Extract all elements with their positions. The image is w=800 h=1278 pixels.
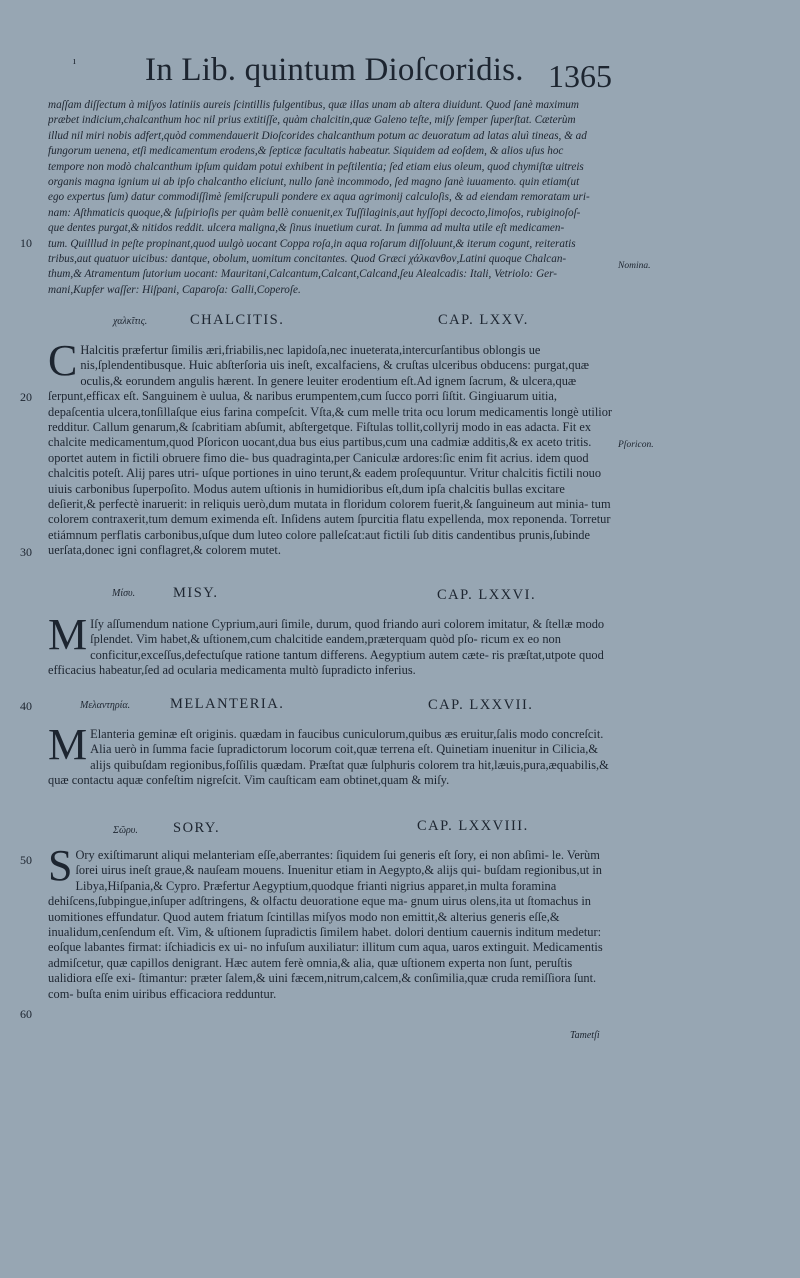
text-line: mani,Kupfer waſſer: Hiſpani, Caparoſa: Galli,Coperoſe. bbox=[48, 283, 301, 296]
page-mark: ı bbox=[73, 56, 76, 67]
commentary-paragraph bbox=[48, 98, 606, 298]
chapter-number: CAP. LXXVI. bbox=[437, 587, 537, 603]
paragraph-text: Iſy aſſumendum natione Cyprium,auri ſimile, durum, quod friando auri colorem imitatur, & ſtellæ modo ſplendet. Vim habet,& uſtionem,cum chalcitide eandem,præterquam quòd pſo- ricum ex eo non conficitur,exceſſus,defectuſque ratione tantum differens. Aegyptium autem cæte- ris præſtat,utpote quod efficacius habeatur,ſed ad ocularia medicamenta multò ſupradicto inferius. bbox=[48, 617, 605, 678]
margin-note: Pſoricon. bbox=[618, 440, 654, 450]
section-title: SORY. bbox=[173, 820, 221, 836]
running-title: In Lib. quintum Dioſcoridis. bbox=[145, 52, 524, 88]
text-line: tribus,aut quatuor uicibus: dantque, obolum, uomitum concitantes. Quod Græci χάλκανθον,Latini quoque Chalcan- bbox=[48, 253, 567, 266]
initial-letter: M bbox=[48, 727, 88, 769]
text-line: præbet indicium,chalcanthum hoc nil prius extitiſſe, quàm chalcitin,quæ Galeno teſte, miſy ſemper ſuperſtat. Cæterùm bbox=[48, 114, 576, 127]
chapter-number: CAP. LXXV. bbox=[438, 312, 529, 328]
line-number: 10 bbox=[20, 236, 32, 250]
section-title: CHALCITIS. bbox=[190, 312, 285, 328]
line-number: 40 bbox=[20, 699, 32, 713]
text-line: thum,& Atramentum ſutorium uocant: Mauritani,Calcantum,Calcant,Calcand,ſeu Alealcadis: Itali, Vetriolo: Ger- bbox=[48, 268, 557, 281]
section-paragraph bbox=[48, 727, 613, 807]
initial-letter: M bbox=[48, 617, 88, 659]
line-number: 60 bbox=[20, 1007, 32, 1021]
greek-term: Μίσυ. bbox=[112, 588, 136, 599]
greek-term: Σῶρυ. bbox=[113, 825, 138, 836]
paragraph-text: Elanteria geminæ eſt originis. quædam in faucibus cuniculorum,quibus æs eruitur,ſalis modo concreſcit. Alia uerò in ſumma facie ſupradictorum locorum coit,quæ terrena eſt. Quinetiam inuenitur in Cilicia,& alijs quibuſdam regionibus,foſſilis quædam. Præſtat quæ ſulphuris colorem tra hit,læuis,pura,æquabilis,& quæ contactu aquæ confeſtim nigreſcit. Vim cauſticam eam obtinet,quam & miſy. bbox=[48, 727, 609, 788]
initial-letter: C bbox=[48, 343, 78, 385]
initial-letter: S bbox=[48, 848, 73, 890]
greek-term: Μελαντηρία. bbox=[80, 700, 131, 711]
text-line: maſſam diſſectum à miſyos latiniis aureis ſcintillis fulgentibus, quæ illas unam ab altera diuidunt. Quod ſanè maximum bbox=[48, 99, 579, 111]
text-line: illud nil miri nobis adfert,quòd commendauerit Dioſcorides chalcanthum potum ac deuoratum ad latas aluì tineas, & ad bbox=[48, 129, 587, 142]
text-line: organis magna ignium ui ab ipſo chalcantho eliciunt, nullo ſanè incommodo, ſed magno ſanè iuuamento. quin etiam(ut bbox=[48, 176, 580, 189]
text-line: tempore non modò chalcanthum ipſum quidam potui exhibent in peſtilentia; ſed etiam eius oleum, quod chymiſtæ uitreis bbox=[48, 160, 584, 173]
line-number: 50 bbox=[20, 853, 32, 867]
paragraph-text: Halcitis præfertur ſimilis æri,friabilis,nec lapidoſa,nec inueterata,intercurſantibus oblongis ue nis,ſplendentibusque. Huic abſterſoria uis ineſt, excalfaciens, & cruſtas ulceribus obducens: purgat,quæ oculis,& eorundem angulis hærent. In genere leuiter erodentium eſt.Ad ignem ſacrum, & ulcera,quæ ſerpunt,efficax eſt. Sanguinem è uulua, & naribus erumpentem,cum ſucco porri ſiſtit. Gingiuarum uitia, depaſcentia ulcera,tonſillaſque eius farina compeſcit. Vſta,& cum melle trita ocu lorum medicamentis longè utilior redditur. Callum genarum,& ſcabritiam abſumit, abſtergetque. Fiſtulas tollit,collyrij modo in eas adacta. Fit ex chalcite medicamentum,quod Pſoricon uocant,dua bus eius partibus,cum una cadmiæ additis,& ex aceto tritis. oportet autem in fictili obruere fimo die- bus quadraginta,per Caniculæ ardores:ſic enim fit acrius. idem quod chalcitis poteſt. Alij pares utri- uſque portiones in uino terunt,& eadem proſequuntur. Vritur chalcitis fictili nouo uiuis carbonibus ſuperpoſito. Modus autem uſtionis in humidioribus eſt,dum ipſa chalcitis bullas excitare deſierit,& perfectè inaruerit: in reliquis uerò,dum mutata in floridum colorem fuerit,& ſanguineum aut minia- tum colorem contraxerit,tum demum eximenda eſt. Inſidens autem ſpurcitia flatu expellenda, mox reponenda. Torretur etiámnum perflatis carbonibus,uſque dum luteo colore palleſcat:aut fictili ſub ditis candentibus prunis,ſubinde uerſata,donec igni conflagret,& colorem mutet. bbox=[48, 343, 613, 558]
section-paragraph bbox=[48, 617, 613, 681]
catchword: Tametſi bbox=[570, 1030, 600, 1041]
text-line: que dentes purgat,& nitidos reddit. ulcera maligna,& ſinus inuetium curat. In ſumma ad multa utile eſt medicamen- bbox=[48, 222, 565, 235]
greek-term: χαλκῖτις. bbox=[113, 316, 148, 327]
paragraph-text: Ory exiſtimarunt aliqui melanteriam eſſe,aberrantes: ſiquidem ſui generis eſt ſory, ei non abſimi- le. Verùm ſorei uirus ineſt graue,& nauſeam mouens. Inuenitur etiam in Aegypto,& alijs qui- buſdam regionibus,ut in Libya,Hiſpania,& Cypro. Præfertur Aegyptium,quodque frianti nigrius apparet,in multa foramina dehiſcens,ſubpingue,inſuper adſtringens, & olfactu deuoratione eque ma- gnum uirus olens,ita ut ſtomachus in uomitiones effundatur. Quod autem friatum ſcintillas miſyos modo non emittit,& alterius generis eſſe,& inualidum,cenſendum eſt. Vim, & uſtionem ſupradictis ſimilem habet. dolori dentium cauernis inditum medetur: eoſque labantes firmat: iſchiadicis ex ui- no infuſum auxiliatur: illitum cum aqua, uaros extinguit. Medicamentis admiſcetur, quæ capillos denigrant. Hæc autem ferè omnia,& alia, quæ uſtionem experta non ſunt, peruſtis ualidiora eſſe exi- ſtimantur: præter ſalem,& uini fæcem,nitrum,calcem,& conſimilia,quæ cruda remiſſiora ſunt. com- buſta enim uiribus efficaciora redduntur. bbox=[48, 848, 603, 1001]
section-paragraph bbox=[48, 848, 613, 1020]
page-number: 1365 bbox=[548, 58, 612, 94]
text-line: fungorum uenena, etſi medicamentum erodens,& ſepticæ facultatis habeatur. Siquidem ad eoſdem, & alios uſus hoc bbox=[48, 145, 564, 158]
line-number: 30 bbox=[20, 545, 32, 559]
line-number: 20 bbox=[20, 390, 32, 404]
section-title: MELANTERIA. bbox=[170, 696, 285, 712]
text-line: nam: Aſthmaticis quoque,& ſuſpirioſis per quàm bellè conuenit,ex Tuſſilaginis,aut hyſſopi decocto,limoſos, rubiginoſoſ- bbox=[48, 206, 581, 219]
text-line: ego expertus ſum) datur commodiſſimè ſemiſcrupuli pondere ex aqua agrimonij calculoſis, & ad eiendam remoratam uri- bbox=[48, 191, 590, 204]
chapter-number: CAP. LXXVIII. bbox=[417, 818, 529, 834]
text-line: tum. Quilllud in peſte propinant,quod uulgò uocant Coppa roſa,in aqua roſarum diſſoluunt,& iterum cogunt, reiteratis bbox=[48, 237, 576, 250]
chapter-number: CAP. LXXVII. bbox=[428, 697, 534, 713]
section-paragraph bbox=[48, 343, 613, 573]
section-title: MISY. bbox=[173, 585, 219, 601]
margin-note: Nomina. bbox=[618, 261, 651, 271]
